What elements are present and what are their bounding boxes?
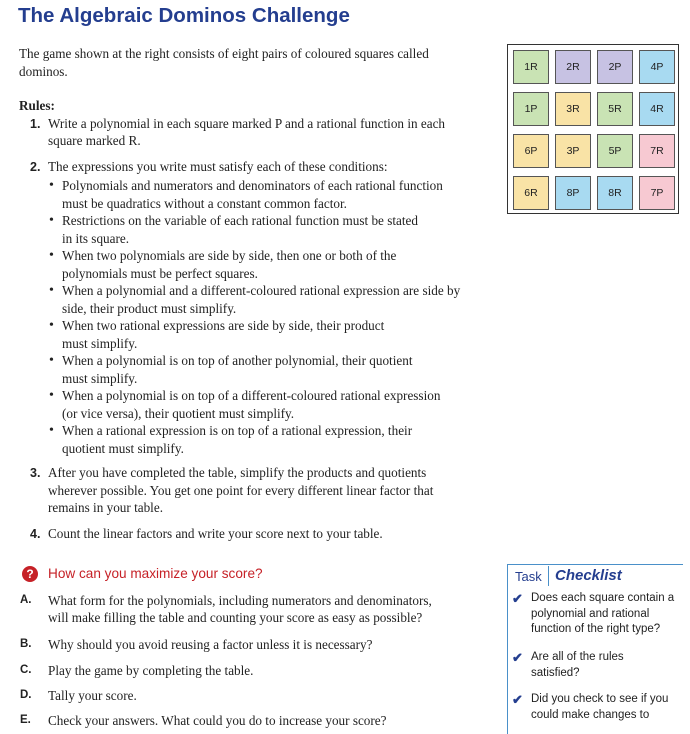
domino-square: 4P (639, 50, 675, 84)
question-icon: ? (22, 566, 38, 582)
checklist-item-line: satisfied? (531, 666, 580, 679)
domino-square: 1R (513, 50, 549, 84)
domino-square: 7P (639, 176, 675, 210)
intro-text: The game shown at the right consists of eight pairs of coloured squares called dominos. (19, 46, 429, 79)
rule-number: 4. (30, 527, 41, 541)
bullet-dot: • (49, 318, 54, 333)
condition-line: in its square. (62, 230, 130, 246)
step-letter: E. (20, 714, 31, 726)
bullet-dot: • (49, 248, 54, 263)
condition-line: Restrictions on the variable of each rational function must be stated (62, 213, 418, 228)
domino-square: 7R (639, 134, 675, 168)
step-letter: B. (20, 638, 32, 650)
domino-square: 1P (513, 92, 549, 126)
domino-square: 3R (555, 92, 591, 126)
step-line: Tally your score. (48, 688, 137, 703)
step-letter: C. (20, 664, 32, 676)
domino-square: 5P (597, 134, 633, 168)
domino-grid (507, 44, 679, 214)
domino-square: 3P (555, 134, 591, 168)
bullet-dot: • (49, 388, 54, 403)
condition-line: must be quadratics without a constant common factor. (62, 195, 347, 211)
rule-number: 3. (30, 466, 41, 480)
check-icon: ✔ (512, 650, 523, 665)
step-line: will make filling the table and counting your score as easy as possible? (48, 610, 423, 625)
condition-line: When a rational expression is on top of a rational expression, their (62, 423, 413, 438)
step-letter: A. (20, 594, 32, 606)
rule-line: wherever possible. You get one point for every different linear factor that (48, 483, 434, 498)
condition-line: When a polynomial is on top of another polynomial, their quotient (62, 353, 413, 368)
domino-square: 8P (555, 176, 591, 210)
rule-line: Count the linear factors and write your score next to your table. (48, 526, 383, 541)
condition-line: must simplify. (62, 370, 138, 386)
checklist-item-line: polynomial and rational (531, 607, 650, 620)
check-icon: ✔ (512, 692, 523, 707)
checklist-item-line: Are all of the rules (531, 651, 624, 663)
condition-line: (or vice versa), their quotient must simplify. (62, 405, 295, 421)
rule-line: After you have completed the table, simplify the products and quotients (48, 465, 427, 480)
condition-line: side, their product must simplify. (62, 300, 237, 316)
checklist-item-line: could make changes to (531, 708, 650, 721)
domino-square: 5R (597, 92, 633, 126)
condition-line: When a polynomial and a different-coloured rational expression are side by (62, 283, 461, 298)
condition-line: must simplify. (62, 335, 138, 351)
domino-square: 2P (597, 50, 633, 84)
rules-heading: Rules: (19, 98, 55, 113)
domino-square: 8R (597, 176, 633, 210)
condition-line: When two polynomials are side by side, then one or both of the (62, 248, 397, 263)
page-title: The Algebraic Dominos Challenge (18, 4, 350, 27)
rule-line: Write a polynomial in each square marked P and a rational function in each (48, 116, 446, 131)
checklist-title: Checklist (555, 567, 622, 584)
domino-square: 4R (639, 92, 675, 126)
check-icon: ✔ (512, 591, 523, 606)
step-line: What form for the polynomials, including numerators and denominators, (48, 593, 432, 608)
bullet-dot: • (49, 283, 54, 298)
bullet-dot: • (49, 423, 54, 438)
step-letter: D. (20, 689, 32, 701)
bullet-dot: • (49, 178, 54, 193)
rule-line: remains in your table. (48, 500, 163, 515)
rule-line: square marked R. (48, 133, 141, 148)
condition-line: polynomials must be perfect squares. (62, 265, 258, 281)
domino-square: 2R (555, 50, 591, 84)
rule-number: 1. (30, 117, 41, 131)
condition-line: When a polynomial is on top of a different-coloured rational expression (62, 388, 441, 403)
domino-square: 6R (513, 176, 549, 210)
condition-line: When two rational expressions are side by side, their product (62, 318, 385, 333)
bullet-dot: • (49, 353, 54, 368)
step-line: Play the game by completing the table. (48, 663, 254, 678)
step-line: Check your answers. What could you do to increase your score? (48, 713, 387, 728)
checklist-divider (548, 566, 549, 586)
condition-line: quotient must simplify. (62, 440, 184, 456)
checklist-task-label: Task (515, 569, 542, 584)
checklist-item-line: Does each square contain a (531, 592, 675, 604)
checklist-item-line: Did you check to see if you (531, 693, 669, 705)
step-line: Why should you avoid reusing a factor unless it is necessary? (48, 637, 373, 652)
rule-number: 2. (30, 160, 41, 174)
domino-square: 6P (513, 134, 549, 168)
rule-line: The expressions you write must satisfy each of these conditions: (48, 159, 388, 174)
question-heading: How can you maximize your score? (48, 566, 263, 581)
condition-line: Polynomials and numerators and denominators of each rational function (62, 178, 443, 193)
checklist-item-line: function of the right type? (531, 623, 661, 635)
bullet-dot: • (49, 213, 54, 228)
